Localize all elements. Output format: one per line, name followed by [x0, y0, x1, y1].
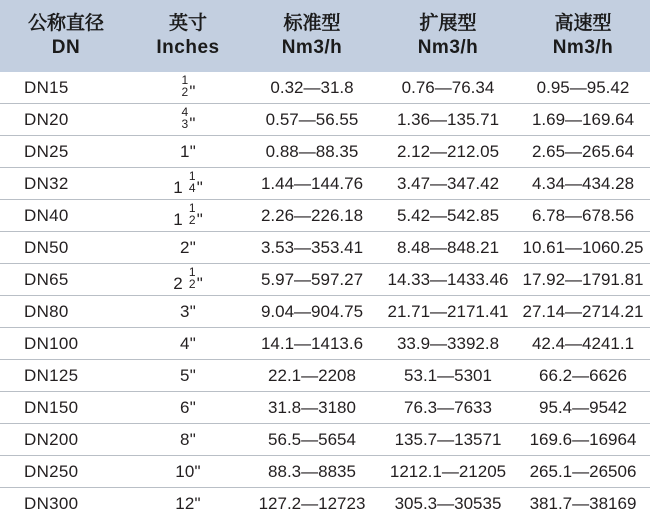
cell-nominal-diameter: DN25 [0, 136, 132, 168]
table-row [0, 488, 650, 519]
cell-nominal-diameter: DN50 [0, 232, 132, 264]
column-header-line2: Nm3/h [244, 36, 380, 60]
cell-extended-type: 3.47—347.42 [380, 168, 516, 200]
table-row [0, 456, 650, 488]
cell-inches: 10" [132, 456, 244, 488]
cell-inches: 6" [132, 392, 244, 424]
cell-extended-type: 76.3—7633 [380, 392, 516, 424]
cell-inches: 12" [132, 488, 244, 519]
cell-nominal-diameter: DN15 [0, 72, 132, 104]
cell-high-speed-type: 0.95—95.42 [516, 72, 650, 104]
cell-extended-type: 5.42—542.85 [380, 200, 516, 232]
cell-high-speed-type: 2.65—265.64 [516, 136, 650, 168]
table-row [0, 328, 650, 360]
column-header-extended-type [380, 0, 516, 72]
table-row [0, 296, 650, 328]
cell-high-speed-type: 10.61—1060.25 [516, 232, 650, 264]
cell-inches: 1 1 4 " [132, 168, 244, 200]
cell-extended-type: 305.3—30535 [380, 488, 516, 519]
table-header [0, 0, 650, 72]
cell-high-speed-type: 381.7—38169 [516, 488, 650, 519]
cell-inches: 1 2 " [132, 72, 244, 104]
column-header-inches [132, 0, 244, 72]
column-header-line1: 扩展型 [380, 12, 516, 36]
cell-inches: 4 3 " [132, 104, 244, 136]
cell-high-speed-type: 4.34—434.28 [516, 168, 650, 200]
cell-high-speed-type: 42.4—4241.1 [516, 328, 650, 360]
header-row [0, 0, 650, 72]
column-header-line1: 高速型 [516, 12, 650, 36]
cell-extended-type: 135.7—13571 [380, 424, 516, 456]
cell-nominal-diameter: DN20 [0, 104, 132, 136]
cell-standard-type: 14.1—1413.6 [244, 328, 380, 360]
cell-standard-type: 88.3—8835 [244, 456, 380, 488]
cell-standard-type: 1.44—144.76 [244, 168, 380, 200]
cell-extended-type: 1.36—135.71 [380, 104, 516, 136]
column-header-line1: 标准型 [244, 12, 380, 36]
cell-standard-type: 2.26—226.18 [244, 200, 380, 232]
table-row [0, 264, 650, 296]
table-row [0, 136, 650, 168]
cell-high-speed-type: 27.14—2714.21 [516, 296, 650, 328]
cell-standard-type: 5.97—597.27 [244, 264, 380, 296]
cell-inches: 1" [132, 136, 244, 168]
cell-nominal-diameter: DN300 [0, 488, 132, 519]
cell-inches: 5" [132, 360, 244, 392]
cell-nominal-diameter: DN200 [0, 424, 132, 456]
table-row [0, 392, 650, 424]
cell-extended-type: 33.9—3392.8 [380, 328, 516, 360]
table-row [0, 232, 650, 264]
table-row [0, 104, 650, 136]
column-header-nominal-diameter [0, 0, 132, 72]
cell-inches: 2" [132, 232, 244, 264]
cell-inches: 4" [132, 328, 244, 360]
column-header-line1: 英寸 [132, 12, 244, 36]
cell-standard-type: 31.8—3180 [244, 392, 380, 424]
column-header-high-speed-type [516, 0, 650, 72]
cell-standard-type: 56.5—5654 [244, 424, 380, 456]
cell-high-speed-type: 95.4—9542 [516, 392, 650, 424]
column-header-line1: 公称直径 [0, 12, 132, 36]
cell-standard-type: 22.1—2208 [244, 360, 380, 392]
cell-standard-type: 0.32—31.8 [244, 72, 380, 104]
column-header-line2: Nm3/h [380, 36, 516, 60]
cell-high-speed-type: 66.2—6626 [516, 360, 650, 392]
cell-extended-type: 21.71—2171.41 [380, 296, 516, 328]
cell-nominal-diameter: DN40 [0, 200, 132, 232]
cell-standard-type: 127.2—12723 [244, 488, 380, 519]
table-row [0, 360, 650, 392]
cell-inches: 8" [132, 424, 244, 456]
cell-nominal-diameter: DN65 [0, 264, 132, 296]
cell-nominal-diameter: DN32 [0, 168, 132, 200]
table-row [0, 200, 650, 232]
cell-extended-type: 0.76—76.34 [380, 72, 516, 104]
cell-high-speed-type: 265.1—26506 [516, 456, 650, 488]
cell-inches: 3" [132, 296, 244, 328]
cell-high-speed-type: 17.92—1791.81 [516, 264, 650, 296]
cell-nominal-diameter: DN150 [0, 392, 132, 424]
table-row [0, 72, 650, 104]
cell-standard-type: 0.88—88.35 [244, 136, 380, 168]
cell-inches: 2 1 2 " [132, 264, 244, 296]
cell-nominal-diameter: DN250 [0, 456, 132, 488]
cell-nominal-diameter: DN100 [0, 328, 132, 360]
cell-extended-type: 14.33—1433.46 [380, 264, 516, 296]
cell-high-speed-type: 1.69—169.64 [516, 104, 650, 136]
cell-standard-type: 0.57—56.55 [244, 104, 380, 136]
cell-nominal-diameter: DN80 [0, 296, 132, 328]
table-body [0, 72, 650, 519]
cell-extended-type: 1212.1—21205 [380, 456, 516, 488]
table-row [0, 168, 650, 200]
cell-extended-type: 8.48—848.21 [380, 232, 516, 264]
cell-extended-type: 2.12—212.05 [380, 136, 516, 168]
column-header-standard-type [244, 0, 380, 72]
cell-high-speed-type: 169.6—16964 [516, 424, 650, 456]
column-header-line2: Inches [132, 36, 244, 60]
cell-standard-type: 9.04—904.75 [244, 296, 380, 328]
table-row [0, 424, 650, 456]
cell-nominal-diameter: DN125 [0, 360, 132, 392]
column-header-line2: DN [0, 36, 132, 60]
cell-inches: 1 1 2 " [132, 200, 244, 232]
column-header-line2: Nm3/h [516, 36, 650, 60]
cell-standard-type: 3.53—353.41 [244, 232, 380, 264]
cell-high-speed-type: 6.78—678.56 [516, 200, 650, 232]
cell-extended-type: 53.1—5301 [380, 360, 516, 392]
